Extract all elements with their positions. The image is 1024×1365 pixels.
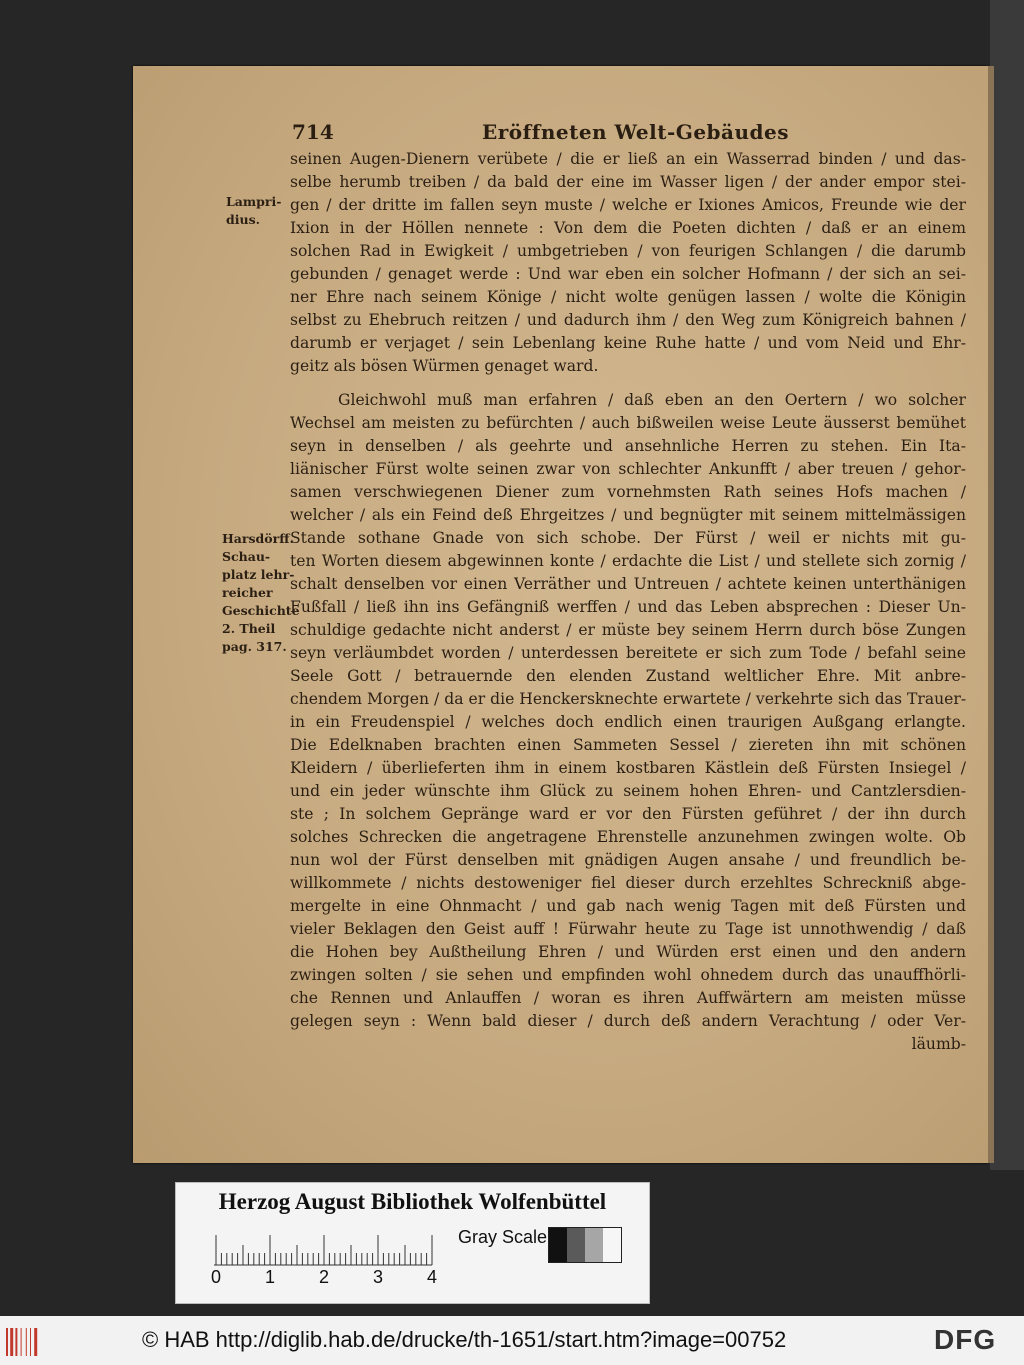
text-line: selbst zu Ehebruch reitzen / und dadurch ihm / den Weg zum Königreich bahnen / [290,311,966,329]
margin-note-line: Lampri- [226,194,282,209]
text-line: che Rennen und Anlauffen / woran es ihren Auffwärtern am meisten müsse [290,989,966,1007]
copyright-link[interactable]: © HAB http://diglib.hab.de/drucke/th-1651/start.htm?image=00752 [142,1327,787,1352]
text-line: ste ; In solchem Gepränge ward er vor den Fürsten geführet / der ihn durch [290,805,966,823]
text-line: seyn in denselben / als geehrte und ansehnliche Herren zu stehen. Ein Ita- [290,437,966,455]
text-line: schuldige gedachte nicht anderst / er müste bey seinem Herrn durch böse Zungen [290,621,966,639]
library-name: Herzog August Bibliothek Wolfenbüttel [218,1189,607,1214]
ruler-label: 0 [211,1267,222,1287]
margin-note-lampridius [226,193,281,229]
ruler-scale [214,1231,434,1267]
text-line: gelegen seyn : Wenn bald dieser / durch deß andern Verachtung / oder Ver- [290,1012,966,1030]
text-line: Wechsel am meisten zu befürchten / auch bißweilen weise Leute äusserst bemühet [290,414,966,432]
viewer-footer [0,1316,1024,1365]
catchword: läumb- [911,1035,966,1053]
margin-note-line: reicher [222,585,273,600]
text-line: darumb er verjaget / sein Lebenlang keine Ruhe hatte / und vom Neid und Ehr- [290,334,966,352]
grayscale-swatch [548,1227,622,1263]
text-line: ten Worten diesem abgewinnen konte / erdachte die List / und stellete sich zornig / [290,552,966,570]
margin-note-line: dius. [226,212,260,227]
text-line: Fußfall / ließ ihn ins Gefängniß werffen / und das Leben absprechen : Dieser Un- [290,598,966,616]
text-line: gebunden / genaget werde : Und war eben ein solcher Hofmann / der sich an sei- [290,265,966,283]
body-text [290,148,966,1056]
text-line: seinen Augen-Dienern verübete / die er ließ an ein Wasserrad binden / und das- [290,150,966,168]
ruler-label: 4 [427,1267,438,1287]
page-number: 714 [292,120,334,144]
text-line: Kleidern / überlieferten ihm in einem kostbaren Kästlein deß Fürsten Insiegel / [290,759,966,777]
text-line: samen verschwiegenen Diener zum vornehmsten Rath seines Hofs machen / [290,483,966,501]
text-line: geitz als bösen Würmen genaget ward. [290,357,599,375]
margin-note-line: Schau- [222,549,271,564]
text-line: mergelte in eine Ohnmacht / und gab nach wenig Tagen mit deß Fürsten und [290,897,966,915]
page-header [292,118,972,146]
margin-note-line: platz lehr- [222,567,295,582]
text-line: ner Ehre nach seinem Könige / nicht wolte genügen lassen / wolte die Königin [290,288,966,306]
text-line: solchen Rad in Ewigkeit / umbgetrieben / von feurigen Schlangen / die darumb [290,242,966,260]
text-line: chendem Morgen / da er die Henckersknechte erwartete / verkehrte sich das Trauer- [290,690,966,708]
dfg-logo: DFG [934,1324,997,1355]
text-line: willkommete / nichts destoweniger fiel dieser durch erzehltes Schreckniß abge- [290,874,966,892]
text-line: vieler Beklagen den Geist auff ! Fürwahr heute zu Tage ist unnothwendig / daß [290,920,966,938]
text-line: Gleichwohl muß man erfahren / daß eben an den Oertern / wo solcher [338,391,966,409]
paragraph-1 [290,148,966,378]
text-line: Die Edelknaben brachten einen Sammeten Sessel / ziereten ihn mit schönen [290,736,966,754]
text-line: Seele Gott / betrauernde den elenden Zustand weltlicher Ehre. Mit anbre- [290,667,966,685]
margin-note-line: 2. Theil [222,621,276,636]
ruler-label: 2 [319,1267,330,1287]
text-line: gen / der dritte im fallen seyn muste / welche er Ixiones Amicos, Freunde wie der [290,196,966,214]
text-line: in ein Freudenspiel / welches doch endlich einen traurigen Außgang erlangte. [290,713,966,731]
text-line: nun wol der Fürst denselben mit gnädigen Augen ansahe / und freundlich be- [290,851,966,869]
paragraph-2 [290,389,966,1056]
library-scale-card [175,1182,650,1304]
ruler-label: 1 [265,1267,276,1287]
text-line: die Hohen bey Außtheilung Ehren / und Würden erst einen und den andern [290,943,966,961]
page-edge [988,66,994,1163]
text-line: Ixion in der Höllen nennete : Von dem die Poeten dichten / daß er an einem [290,219,966,237]
text-line: seyn verläumbdet worden / unterdessen bereitete er sich zum Tode / befahl seine [290,644,966,662]
running-title: Eröffneten Welt-Gebäudes [482,120,790,144]
text-line: und ein jeder wünschte ihm Glück zu seinem hohen Ehren- und Cantzlersdien- [290,782,966,800]
margin-note-line: Geschichte [222,603,300,618]
barcode-icon [6,1328,44,1356]
margin-note-line: pag. 317. [222,639,287,654]
text-line: zwingen solten / sie sehen und empfinden wohl ohnedem durch das unauffhörli- [290,966,966,984]
text-line: solches Schrecken die angetragene Ehrenstelle anzunehmen zwingen wolte. Ob [290,828,966,846]
ruler-label: 3 [373,1267,384,1287]
scan-backdrop [990,0,1024,1170]
text-line: selbe herumb treiben / da bald der eine im Wasser ligen / der ander empor stei- [290,173,966,191]
text-line: Stande sothane Gnade von sich schobe. Der Fürst / weil er nichts mit gu- [290,529,966,547]
margin-note-line: Harsdörff. [222,531,294,546]
margin-note-harsdoerffer [222,530,300,656]
grayscale-label: Gray Scale [458,1227,548,1247]
text-line: schalt denselben vor einen Verräther und Untreuen / achtete keinen unterthänigen [290,575,966,593]
text-line: welcher / als ein Feind deß Ehrgeitzes / und begnügter mit seinem mittelmässigen [290,506,966,524]
text-line: liänischer Fürst wolte seinen zwar von schlechter Ankunfft / aber treuen / gehor- [290,460,966,478]
